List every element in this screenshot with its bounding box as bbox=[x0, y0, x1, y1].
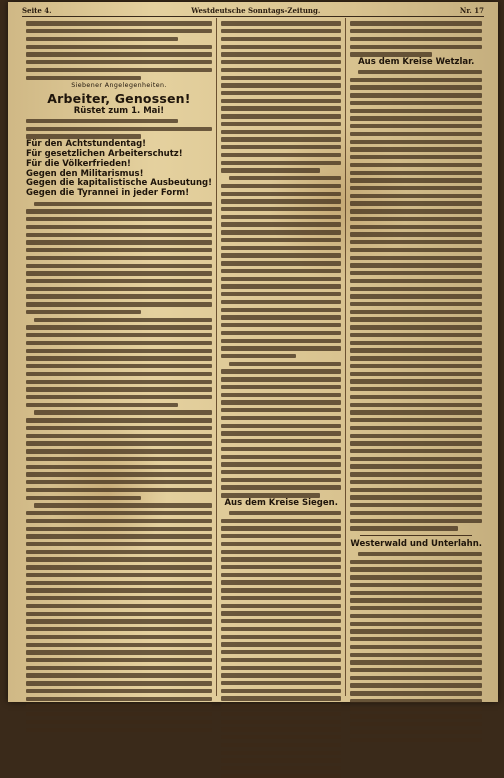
section-heading: Aus dem Kreise Siegen. bbox=[224, 497, 338, 508]
text-line bbox=[221, 704, 341, 708]
text-line bbox=[221, 45, 341, 49]
text-line bbox=[221, 573, 341, 577]
text-line bbox=[350, 707, 482, 711]
text-line bbox=[350, 637, 482, 641]
text-line bbox=[221, 99, 341, 103]
text-line bbox=[221, 284, 341, 288]
text-line bbox=[350, 526, 458, 530]
text-line bbox=[350, 85, 482, 89]
text-line bbox=[26, 52, 212, 56]
text-line bbox=[221, 261, 341, 265]
text-line bbox=[221, 666, 341, 670]
text-line bbox=[350, 653, 482, 657]
text-line bbox=[350, 730, 482, 734]
text-line bbox=[26, 604, 212, 608]
text-line bbox=[26, 612, 212, 616]
text-line bbox=[350, 194, 482, 198]
text-line bbox=[350, 629, 482, 633]
text-line bbox=[221, 431, 341, 435]
text-line bbox=[221, 689, 341, 693]
text-line bbox=[221, 207, 341, 211]
text-line bbox=[221, 37, 341, 41]
text-line bbox=[221, 565, 341, 569]
text-line bbox=[221, 727, 341, 731]
text-line bbox=[26, 666, 212, 670]
text-line bbox=[350, 668, 482, 672]
text-line bbox=[221, 424, 341, 428]
text-line bbox=[26, 488, 212, 492]
text-line bbox=[221, 408, 341, 412]
text-line bbox=[350, 598, 482, 602]
text-line bbox=[221, 114, 341, 118]
text-line bbox=[358, 552, 482, 556]
text-line bbox=[26, 697, 212, 701]
text-line bbox=[350, 124, 482, 128]
text-line bbox=[221, 315, 341, 319]
text-line bbox=[350, 511, 482, 515]
text-line bbox=[26, 21, 212, 25]
text-line bbox=[350, 464, 482, 468]
text-line bbox=[350, 379, 482, 383]
text-line bbox=[26, 264, 212, 268]
text-line bbox=[350, 372, 482, 376]
text-line bbox=[221, 462, 341, 466]
text-line bbox=[229, 176, 341, 180]
text-line bbox=[221, 292, 341, 296]
text-line bbox=[221, 712, 341, 716]
text-line bbox=[350, 279, 482, 283]
text-line bbox=[221, 68, 341, 72]
text-line bbox=[221, 222, 341, 226]
text-line bbox=[221, 580, 341, 584]
text-line bbox=[350, 567, 482, 571]
text-line bbox=[229, 511, 341, 515]
text-line bbox=[350, 310, 482, 314]
text-line bbox=[221, 635, 341, 639]
text-line bbox=[26, 565, 212, 569]
text-line bbox=[221, 485, 341, 489]
page-number: Seite 4. bbox=[22, 6, 52, 15]
text-line bbox=[26, 349, 212, 353]
text-line bbox=[350, 660, 482, 664]
text-line bbox=[221, 526, 341, 530]
newspaper-name: Westdeutsche Sonntags-Zeitung. bbox=[191, 6, 321, 15]
text-line bbox=[26, 356, 212, 360]
text-line bbox=[221, 215, 341, 219]
section-heading: Westerwald und Unterlahn. bbox=[350, 538, 482, 549]
text-line bbox=[221, 519, 341, 523]
text-line bbox=[221, 60, 341, 64]
text-line bbox=[26, 271, 212, 275]
text-line bbox=[221, 308, 341, 312]
text-line bbox=[221, 470, 341, 474]
text-line bbox=[221, 153, 341, 157]
text-line bbox=[350, 691, 482, 695]
text-line bbox=[26, 712, 212, 716]
text-line bbox=[221, 385, 341, 389]
text-line bbox=[350, 591, 482, 595]
column-3 bbox=[345, 18, 486, 696]
text-line bbox=[350, 294, 482, 298]
text-line bbox=[34, 202, 212, 206]
text-line bbox=[221, 192, 341, 196]
column-1 bbox=[22, 18, 216, 696]
text-line bbox=[26, 681, 212, 685]
slogan: Für den Achtstundentag! bbox=[26, 138, 147, 149]
text-line bbox=[26, 395, 212, 399]
text-line bbox=[26, 527, 212, 531]
text-line bbox=[221, 619, 341, 623]
text-line bbox=[221, 323, 341, 327]
text-line bbox=[350, 201, 482, 205]
text-line bbox=[221, 199, 341, 203]
text-line bbox=[350, 45, 482, 49]
text-line bbox=[221, 735, 341, 739]
text-line bbox=[26, 573, 212, 577]
text-line bbox=[26, 279, 212, 283]
text-line bbox=[26, 511, 212, 515]
text-line bbox=[221, 346, 341, 350]
text-line bbox=[26, 720, 212, 724]
text-line bbox=[350, 225, 482, 229]
text-line bbox=[221, 642, 341, 646]
text-line bbox=[221, 493, 320, 497]
text-line bbox=[221, 91, 341, 95]
text-line bbox=[26, 341, 212, 345]
text-line bbox=[26, 233, 212, 237]
text-line bbox=[221, 130, 341, 134]
text-line bbox=[221, 253, 341, 257]
text-line bbox=[26, 465, 212, 469]
text-line bbox=[350, 348, 482, 352]
text-line bbox=[350, 52, 432, 56]
text-line bbox=[26, 534, 212, 538]
section-heading: Siebener Angelegenheiten. bbox=[71, 81, 167, 89]
text-line bbox=[26, 403, 178, 407]
text-line bbox=[350, 317, 482, 321]
text-line bbox=[221, 354, 296, 358]
text-line bbox=[221, 774, 341, 778]
slogan: Für die Völkerfrieden! bbox=[26, 158, 131, 169]
text-line bbox=[350, 676, 482, 680]
text-line bbox=[26, 519, 212, 523]
text-line bbox=[350, 163, 482, 167]
text-line bbox=[221, 277, 341, 281]
text-line bbox=[26, 287, 212, 291]
text-line bbox=[350, 147, 482, 151]
text-line bbox=[350, 560, 482, 564]
text-line bbox=[350, 645, 482, 649]
text-line bbox=[350, 155, 482, 159]
text-line bbox=[221, 758, 341, 762]
text-line bbox=[26, 496, 141, 500]
text-line bbox=[26, 596, 212, 600]
text-line bbox=[26, 480, 212, 484]
text-line bbox=[221, 557, 341, 561]
text-line bbox=[350, 263, 482, 267]
text-line bbox=[221, 161, 341, 165]
text-line bbox=[350, 325, 482, 329]
text-line bbox=[34, 503, 212, 507]
text-line bbox=[221, 238, 341, 242]
text-line bbox=[26, 119, 178, 123]
text-line bbox=[221, 168, 320, 172]
text-line bbox=[26, 29, 212, 33]
text-line bbox=[26, 650, 212, 654]
text-columns bbox=[22, 18, 486, 696]
slogan: Gegen die Tyrannei in jeder Form! bbox=[26, 188, 190, 199]
text-line bbox=[350, 217, 482, 221]
text-line bbox=[350, 434, 482, 438]
text-line bbox=[26, 45, 212, 49]
text-line bbox=[26, 364, 212, 368]
text-line bbox=[26, 372, 212, 376]
text-line bbox=[221, 400, 341, 404]
text-line bbox=[350, 395, 482, 399]
text-line bbox=[350, 472, 482, 476]
text-line bbox=[34, 318, 212, 322]
text-line bbox=[26, 426, 212, 430]
text-line bbox=[350, 683, 482, 687]
text-line bbox=[26, 689, 212, 693]
text-line bbox=[221, 439, 341, 443]
text-line bbox=[221, 76, 341, 80]
slogan: Gegen die kapitalistische Ausbeutung! bbox=[26, 178, 212, 189]
text-line bbox=[350, 575, 482, 579]
text-line bbox=[221, 145, 341, 149]
text-line bbox=[26, 581, 212, 585]
text-line bbox=[26, 302, 212, 306]
text-line bbox=[350, 240, 482, 244]
text-line bbox=[221, 83, 341, 87]
text-line bbox=[26, 627, 212, 631]
text-line bbox=[350, 583, 482, 587]
text-line bbox=[350, 495, 482, 499]
text-line bbox=[350, 186, 482, 190]
text-line bbox=[350, 614, 482, 618]
slogan: Für gesetzlichen Arbeiterschutz! bbox=[26, 148, 183, 159]
text-line bbox=[221, 550, 341, 554]
text-line bbox=[26, 472, 212, 476]
text-line bbox=[221, 588, 341, 592]
text-line bbox=[350, 29, 482, 33]
text-line bbox=[221, 230, 341, 234]
text-line bbox=[350, 503, 482, 507]
text-line bbox=[221, 681, 341, 685]
text-line bbox=[221, 627, 341, 631]
text-line bbox=[221, 246, 341, 250]
text-line bbox=[26, 68, 212, 72]
text-line bbox=[221, 29, 341, 33]
text-line bbox=[26, 557, 212, 561]
text-line bbox=[350, 287, 482, 291]
text-line bbox=[350, 480, 482, 484]
text-line bbox=[26, 294, 212, 298]
text-line bbox=[26, 248, 212, 252]
text-line bbox=[26, 209, 212, 213]
text-line bbox=[221, 766, 341, 770]
text-line bbox=[221, 369, 341, 373]
text-line bbox=[221, 534, 341, 538]
text-line bbox=[350, 93, 482, 97]
text-line bbox=[350, 457, 482, 461]
text-line bbox=[350, 333, 482, 337]
text-line bbox=[26, 217, 212, 221]
text-line bbox=[26, 225, 212, 229]
section-heading: Aus dem Kreise Wetzlar. bbox=[358, 56, 475, 67]
text-line bbox=[221, 720, 341, 724]
text-line bbox=[350, 78, 482, 82]
text-line bbox=[26, 256, 212, 260]
text-line bbox=[221, 106, 341, 110]
text-line bbox=[350, 356, 482, 360]
text-line bbox=[221, 393, 341, 397]
text-line bbox=[26, 380, 212, 384]
text-line bbox=[350, 622, 482, 626]
text-line bbox=[221, 611, 341, 615]
text-line bbox=[26, 240, 212, 244]
text-line bbox=[350, 488, 482, 492]
text-line bbox=[26, 704, 212, 708]
text-line bbox=[26, 76, 141, 80]
text-line bbox=[350, 178, 482, 182]
text-line bbox=[26, 658, 212, 662]
text-line bbox=[34, 410, 212, 414]
text-line bbox=[350, 403, 482, 407]
text-line bbox=[221, 300, 341, 304]
text-line bbox=[350, 441, 482, 445]
text-line bbox=[221, 658, 341, 662]
text-line bbox=[350, 449, 482, 453]
text-line bbox=[26, 619, 212, 623]
text-line bbox=[26, 37, 178, 41]
text-line bbox=[350, 426, 482, 430]
text-line bbox=[350, 171, 482, 175]
text-line bbox=[358, 70, 482, 74]
text-line bbox=[26, 728, 212, 732]
text-line bbox=[26, 635, 212, 639]
text-line bbox=[350, 364, 482, 368]
text-line bbox=[221, 542, 341, 546]
text-line bbox=[221, 596, 341, 600]
text-line bbox=[26, 310, 141, 314]
text-line bbox=[221, 377, 341, 381]
text-line bbox=[350, 116, 482, 120]
text-line bbox=[26, 542, 212, 546]
text-line bbox=[26, 127, 212, 131]
text-line bbox=[350, 209, 482, 213]
article-title: Arbeiter, Genossen! bbox=[47, 91, 191, 107]
text-line bbox=[350, 271, 482, 275]
text-line bbox=[26, 387, 212, 391]
text-line bbox=[26, 457, 212, 461]
text-line bbox=[350, 132, 482, 136]
text-line bbox=[221, 52, 341, 56]
text-line bbox=[229, 362, 341, 366]
text-line bbox=[350, 722, 482, 726]
text-line bbox=[221, 696, 341, 700]
text-line bbox=[221, 21, 341, 25]
text-line bbox=[221, 269, 341, 273]
text-line bbox=[26, 325, 212, 329]
text-line bbox=[350, 738, 482, 742]
text-line bbox=[221, 122, 341, 126]
text-line bbox=[26, 441, 212, 445]
text-line bbox=[350, 302, 482, 306]
text-line bbox=[350, 714, 482, 718]
text-line bbox=[26, 588, 212, 592]
text-line bbox=[350, 699, 482, 703]
page-header bbox=[22, 5, 484, 17]
text-line bbox=[26, 673, 212, 677]
slogan: Gegen den Militarismus! bbox=[26, 168, 144, 179]
text-line bbox=[350, 519, 482, 523]
text-line bbox=[26, 134, 141, 138]
text-line bbox=[26, 418, 212, 422]
text-line bbox=[350, 387, 482, 391]
text-line bbox=[221, 673, 341, 677]
text-line bbox=[26, 550, 212, 554]
text-line bbox=[350, 232, 482, 236]
text-line bbox=[350, 606, 482, 610]
text-line bbox=[26, 434, 212, 438]
text-line bbox=[350, 37, 482, 41]
text-line bbox=[221, 743, 341, 747]
text-line bbox=[350, 410, 482, 414]
text-line bbox=[350, 140, 482, 144]
text-line bbox=[221, 455, 341, 459]
text-line bbox=[221, 751, 341, 755]
text-line bbox=[26, 449, 212, 453]
text-line bbox=[350, 248, 482, 252]
text-line bbox=[221, 137, 341, 141]
section-divider bbox=[360, 535, 472, 536]
text-line bbox=[26, 60, 212, 64]
text-line bbox=[350, 341, 482, 345]
text-line bbox=[350, 256, 482, 260]
text-line bbox=[221, 184, 341, 188]
text-line bbox=[221, 478, 341, 482]
text-line bbox=[26, 643, 212, 647]
issue-number: Nr. 17 bbox=[459, 6, 484, 15]
text-line bbox=[350, 109, 482, 113]
text-line bbox=[26, 333, 212, 337]
text-line bbox=[221, 604, 341, 608]
text-line bbox=[221, 339, 341, 343]
article-subtitle: Rüstet zum 1. Mai! bbox=[73, 105, 165, 116]
text-line bbox=[221, 447, 341, 451]
text-line bbox=[221, 416, 341, 420]
text-line bbox=[350, 21, 482, 25]
column-2 bbox=[216, 18, 345, 696]
text-line bbox=[221, 650, 341, 654]
text-line bbox=[221, 331, 341, 335]
newspaper-page bbox=[8, 2, 498, 702]
text-line bbox=[350, 101, 482, 105]
text-line bbox=[350, 418, 482, 422]
